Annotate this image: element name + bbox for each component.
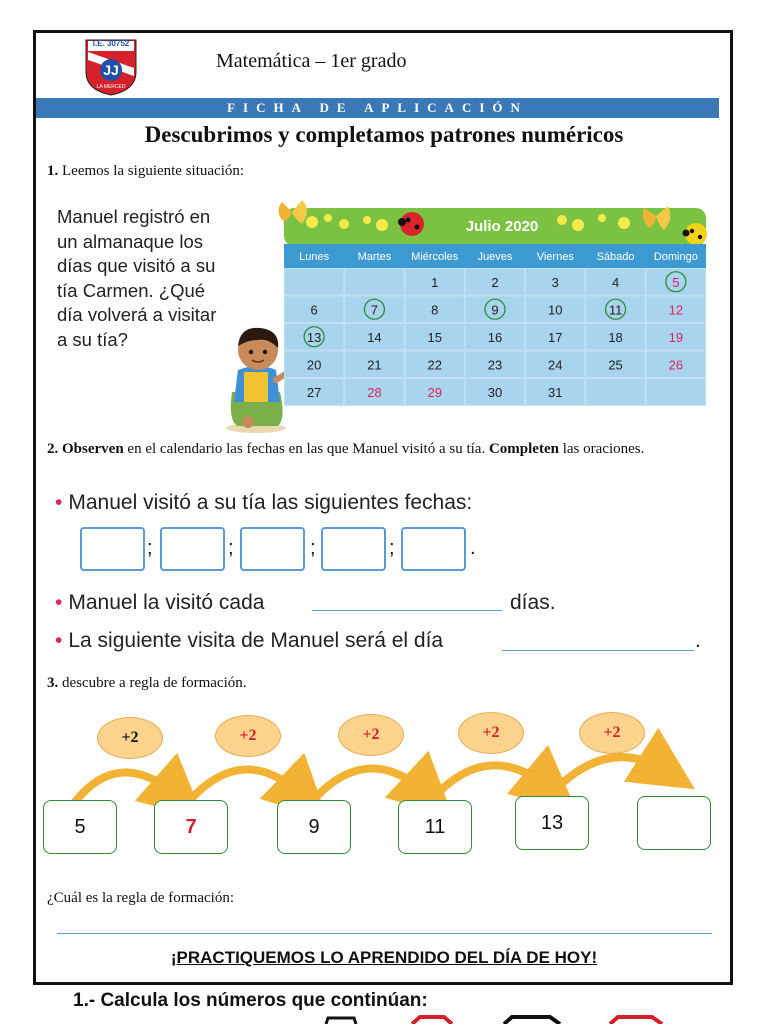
calendar-date: 24	[548, 357, 563, 373]
sequence-box-2: 7	[154, 800, 228, 854]
next-visit-answer-line[interactable]	[502, 630, 694, 651]
calendar-date: 21	[367, 357, 382, 373]
bullet-dot: •	[55, 491, 63, 514]
calendar-date: 16	[487, 329, 503, 345]
bullet-dot: •	[55, 629, 63, 652]
q2-number: 2.	[47, 441, 59, 457]
calendar	[272, 198, 708, 408]
calendar-date: 6	[310, 302, 318, 318]
operation-oval-4: +2	[458, 712, 524, 754]
bullet-interval-post: días.	[510, 591, 556, 614]
svg-text:JJ: JJ	[103, 62, 119, 78]
calendar-date: 18	[608, 329, 623, 345]
q3-prompt	[47, 675, 247, 692]
date-answer-box-4[interactable]	[321, 527, 386, 571]
story-line: a su tía?	[57, 328, 128, 350]
separator: ;	[310, 537, 316, 559]
exercise-shapes-cut	[320, 1014, 700, 1024]
separator: ;	[228, 537, 234, 559]
story-line: tía Carmen. ¿Qué	[57, 279, 206, 301]
calendar-day-header: Lunes	[299, 251, 330, 263]
calendar-cell	[647, 379, 705, 405]
q1-prompt	[47, 163, 244, 180]
practice-heading: ¡PRACTIQUEMOS LO APRENDIDO DEL DÍA DE HOY!	[170, 948, 598, 967]
calendar-month-label: Julio 2020	[465, 218, 539, 235]
sequence-box-1: 5	[43, 800, 117, 854]
calendar-date: 4	[611, 274, 620, 290]
calendar-day-header: Viernes	[536, 251, 574, 263]
separator: ;	[147, 537, 153, 559]
calendar-date: 25	[608, 357, 623, 373]
calendar-day-header: Domingo	[653, 251, 698, 263]
story-line: día volverá a visitar	[57, 304, 217, 325]
calendar-day-header: Miércoles	[411, 251, 459, 263]
calendar-date: 29	[427, 384, 442, 400]
q2-text-b: las oraciones.	[558, 441, 645, 457]
bullet-dates-text: Manuel visitó a su tía las siguientes fechas:	[68, 491, 473, 514]
calendar-date: 28	[367, 384, 382, 400]
calendar-date: 26	[668, 357, 684, 373]
story-line: días que visitó a su	[57, 255, 216, 276]
calendar-date: 1	[431, 274, 439, 290]
sequence-box-5: 13	[515, 796, 589, 850]
arrow-5	[555, 757, 668, 790]
calendar-date: 20	[306, 357, 322, 373]
sequence-box-3: 9	[277, 800, 351, 854]
q1-number: 1.	[47, 163, 59, 179]
calendar-date: 30	[487, 384, 503, 400]
date-answer-box-5[interactable]	[401, 527, 466, 571]
bullet-dates	[55, 491, 472, 515]
calendar-day-header: Martes	[357, 251, 392, 263]
q2-text-a: en el calendario las fechas en las que Manuel visitó a su tía.	[123, 441, 489, 457]
calendar-date: 14	[367, 329, 382, 345]
story-text	[57, 205, 237, 352]
calendar-date: 31	[548, 384, 563, 400]
arrow-2	[190, 769, 305, 800]
bullet-dot: •	[55, 591, 63, 614]
calendar-date: 11	[608, 302, 623, 318]
logo-text-top: I.E. 30752	[92, 39, 130, 48]
date-answer-box-1[interactable]	[80, 527, 145, 571]
q2-prompt	[47, 440, 717, 459]
rule-question: ¿Cuál es la regla de formación:	[47, 890, 235, 906]
page-title: Descubrimos y completamos patrones numéricos	[144, 122, 624, 147]
q2-bold-observen: Observen	[62, 441, 124, 457]
calendar-day-header: Sábado	[596, 251, 635, 263]
operation-oval-3: +2	[338, 714, 404, 756]
subject-title: Matemática – 1er grado	[216, 50, 407, 72]
calendar-cell	[285, 269, 343, 295]
calendar-date: 10	[548, 302, 563, 318]
q2-bold-completen: Completen	[488, 441, 559, 457]
date-answer-box-2[interactable]	[160, 527, 225, 571]
calendar-date: 19	[668, 329, 684, 345]
bullet-interval	[55, 591, 264, 615]
school-logo	[82, 38, 140, 96]
arrow-4	[435, 765, 552, 796]
operation-oval-5: +2	[579, 712, 645, 754]
calendar-date: 22	[427, 357, 442, 373]
q3-text: descubre a regla de formación.	[62, 675, 247, 691]
bullet-interval-pre: Manuel la visitó cada	[68, 591, 265, 614]
calendar-cell	[586, 379, 644, 405]
q3-number: 3.	[47, 675, 59, 691]
period: .	[695, 629, 701, 652]
arrow-3	[315, 768, 430, 798]
rule-answer-line[interactable]	[57, 915, 712, 934]
operation-oval-2: +2	[215, 715, 281, 757]
sequence-box-4: 11	[398, 800, 472, 854]
calendar-date: 2	[491, 274, 499, 290]
story-line: un almanaque los	[57, 230, 204, 252]
calendar-date: 13	[306, 329, 322, 345]
arrow-1	[75, 772, 180, 802]
interval-answer-line[interactable]	[312, 590, 502, 611]
bullet-next-visit-text: La siguiente visita de Manuel será el día	[68, 629, 444, 652]
q1-text: Leemos la siguiente situación:	[62, 163, 245, 179]
section-band: FICHA DE APLICACIÓN	[36, 98, 719, 118]
calendar-date: 5	[672, 274, 680, 290]
calendar-date: 15	[427, 329, 442, 345]
calendar-date: 8	[431, 302, 439, 318]
separator: ;	[389, 537, 395, 559]
calendar-cell	[345, 269, 403, 295]
operation-oval-1: +2	[97, 717, 163, 759]
exercise-1-title: 1.- Calcula los números que continúan:	[73, 990, 428, 1011]
calendar-date: 9	[491, 302, 499, 318]
story-line: Manuel registró en	[57, 206, 211, 227]
calendar-date: 23	[487, 357, 503, 373]
date-answer-box-3[interactable]	[240, 527, 305, 571]
calendar-date: 7	[370, 302, 379, 318]
bullet-next-visit	[55, 629, 443, 653]
calendar-day-header: Jueves	[477, 251, 513, 263]
calendar-date: 17	[548, 329, 563, 345]
calendar-date: 27	[306, 384, 322, 400]
sequence-answer-box[interactable]	[637, 796, 711, 850]
period: .	[470, 537, 476, 559]
calendar-date: 12	[668, 302, 684, 318]
calendar-date: 3	[551, 274, 559, 290]
logo-text-bottom: LA MERCED	[96, 84, 126, 90]
